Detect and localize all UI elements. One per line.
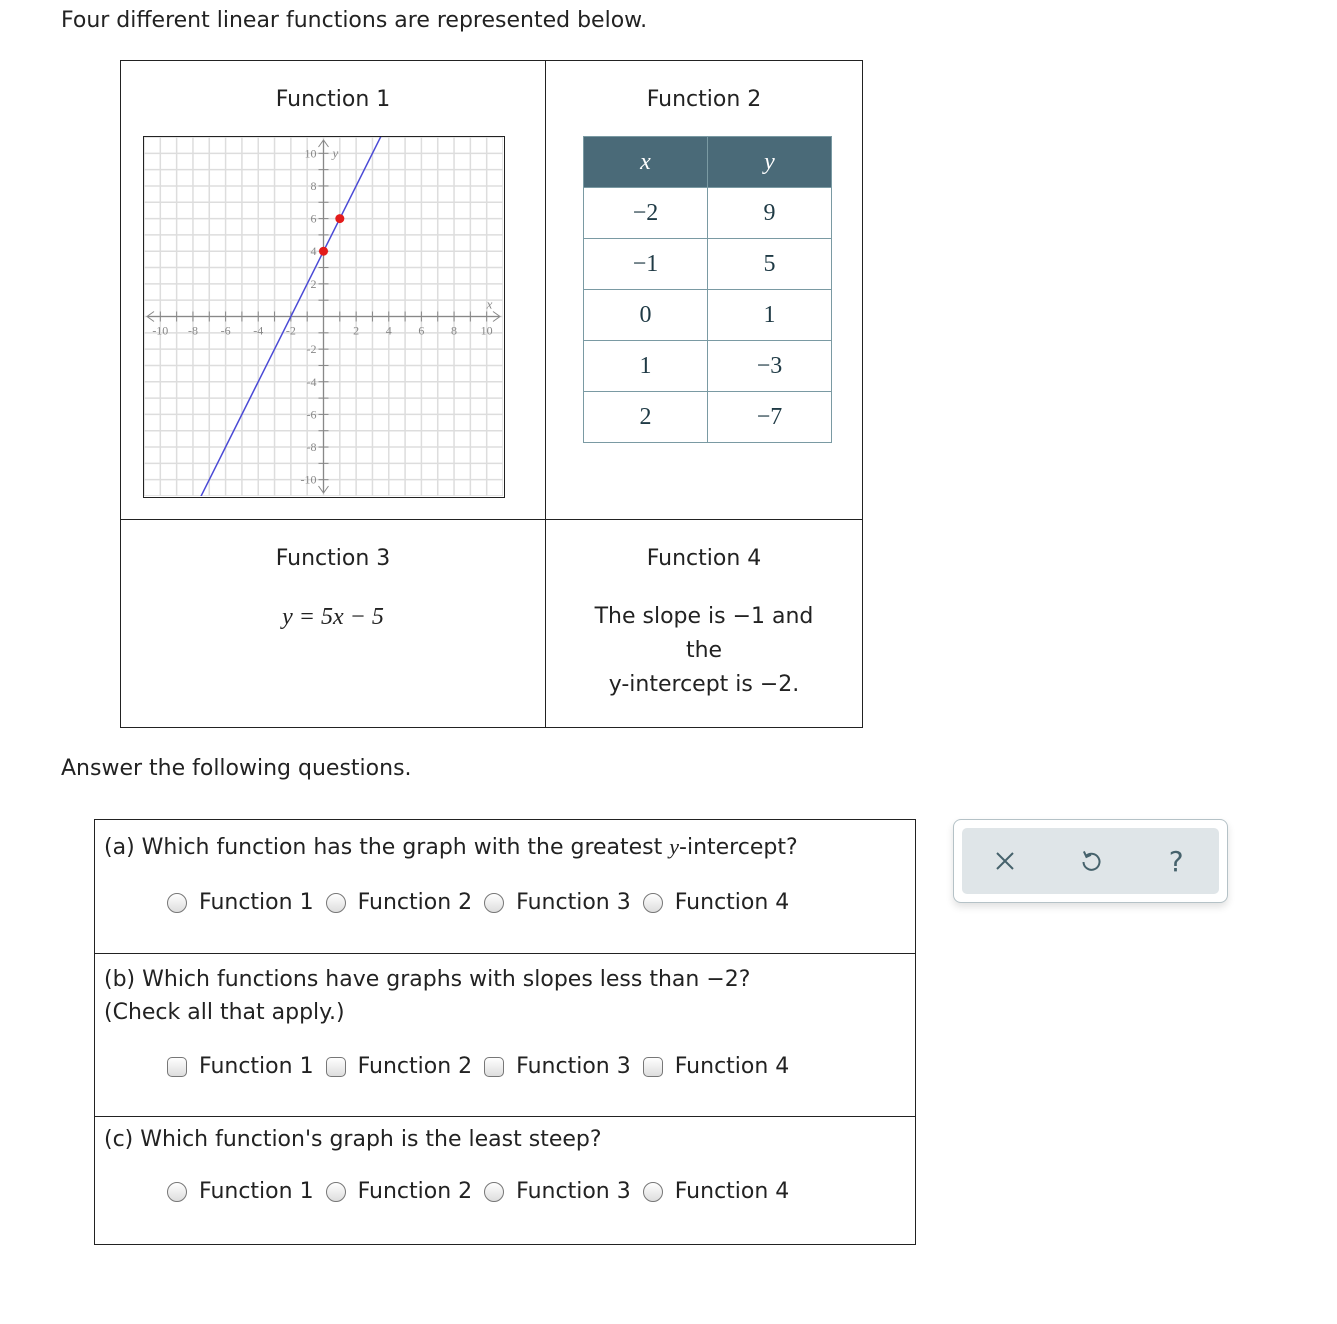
close-icon <box>994 850 1016 872</box>
qb-option-function-1[interactable]: Function 1 <box>167 1054 314 1079</box>
svg-text:x: x <box>486 296 493 312</box>
question-b <box>95 954 915 1117</box>
svg-text:-4: -4 <box>306 374 317 389</box>
clear-button[interactable] <box>985 841 1025 881</box>
question-c-text: (c) Which function's graph is the least steep? <box>104 1127 602 1152</box>
svg-text:-6: -6 <box>220 323 231 338</box>
svg-text:8: 8 <box>451 323 458 338</box>
function-2-table <box>583 136 832 443</box>
qc-option-function-2[interactable]: Function 2 <box>326 1179 473 1204</box>
svg-text:6: 6 <box>418 323 425 338</box>
table-row: 0 1 <box>584 290 832 341</box>
function-4-cell <box>546 520 862 727</box>
svg-text:y: y <box>332 145 339 161</box>
qb-option-function-4[interactable]: Function 4 <box>643 1054 790 1079</box>
question-c <box>95 1117 915 1244</box>
intro-text: Four different linear functions are represented below. <box>61 8 648 33</box>
qc-option-function-3[interactable]: Function 3 <box>484 1179 631 1204</box>
questions-box <box>94 819 916 1245</box>
checkbox[interactable] <box>643 1057 663 1077</box>
svg-text:-4: -4 <box>253 323 264 338</box>
question-b-text: (b) Which functions have graphs with slopes less than −2? (Check all that apply.) <box>104 967 751 1025</box>
coordinate-plane <box>144 137 503 496</box>
svg-text:8: 8 <box>310 178 317 193</box>
qa-option-function-3[interactable]: Function 3 <box>484 890 631 915</box>
qa-option-function-4[interactable]: Function 4 <box>643 890 790 915</box>
answer-prompt: Answer the following questions. <box>61 756 412 781</box>
table-row: −1 5 <box>584 239 832 290</box>
table-row: −2 9 <box>584 188 832 239</box>
svg-text:4: 4 <box>310 244 317 259</box>
qa-option-function-2[interactable]: Function 2 <box>326 890 473 915</box>
checkbox[interactable] <box>326 1057 346 1077</box>
radio-button[interactable] <box>326 1182 346 1202</box>
qb-option-function-3[interactable]: Function 3 <box>484 1054 631 1079</box>
radio-button[interactable] <box>167 893 187 913</box>
question-a-options <box>167 890 801 915</box>
function-2-cell <box>546 61 862 520</box>
undo-icon <box>1078 848 1102 874</box>
function-1-title: Function 1 <box>275 87 391 112</box>
qc-option-function-1[interactable]: Function 1 <box>167 1179 314 1204</box>
radio-button[interactable] <box>326 893 346 913</box>
svg-text:-10: -10 <box>300 472 317 487</box>
qa-option-function-1[interactable]: Function 1 <box>167 890 314 915</box>
col-header-y: y <box>708 137 832 188</box>
function-3-equation: y = 5x − 5 <box>282 604 384 630</box>
qc-option-function-4[interactable]: Function 4 <box>643 1179 790 1204</box>
functions-grid <box>120 60 863 728</box>
svg-text:-6: -6 <box>306 407 317 422</box>
help-icon: ? <box>1168 844 1184 878</box>
svg-text:10: 10 <box>480 323 493 338</box>
checkbox[interactable] <box>484 1057 504 1077</box>
question-a-text: (a) Which function has the graph with the greatest y-intercept? <box>104 834 798 860</box>
svg-text:2: 2 <box>353 323 360 338</box>
function-3-title: Function 3 <box>275 546 391 571</box>
col-header-x: x <box>584 137 708 188</box>
undo-button[interactable] <box>1070 841 1110 881</box>
question-a <box>95 820 915 954</box>
function-2-title: Function 2 <box>646 87 762 112</box>
svg-text:-8: -8 <box>187 323 198 338</box>
svg-text:-2: -2 <box>306 342 317 357</box>
table-row: 2 −7 <box>584 392 832 443</box>
function-1-graph <box>143 136 505 498</box>
svg-text:4: 4 <box>385 323 392 338</box>
question-b-options <box>167 1054 801 1079</box>
function-4-title: Function 4 <box>646 546 762 571</box>
svg-text:2: 2 <box>310 276 317 291</box>
svg-text:6: 6 <box>310 211 317 226</box>
svg-text:-2: -2 <box>285 323 296 338</box>
help-button[interactable] <box>1156 841 1196 881</box>
svg-text:-8: -8 <box>306 440 317 455</box>
radio-button[interactable] <box>484 893 504 913</box>
question-c-options <box>167 1179 801 1204</box>
svg-text:-10: -10 <box>152 323 169 338</box>
radio-button[interactable] <box>484 1182 504 1202</box>
checkbox[interactable] <box>167 1057 187 1077</box>
function-3-cell <box>121 520 546 727</box>
function-1-cell <box>121 61 546 520</box>
function-4-description: The slope is −1 and the y-intercept is −2. <box>594 604 814 697</box>
table-row: 1 −3 <box>584 341 832 392</box>
qb-option-function-2[interactable]: Function 2 <box>326 1054 473 1079</box>
svg-text:10: 10 <box>304 146 317 161</box>
radio-button[interactable] <box>167 1182 187 1202</box>
tools-panel <box>953 819 1228 903</box>
radio-button[interactable] <box>643 893 663 913</box>
radio-button[interactable] <box>643 1182 663 1202</box>
